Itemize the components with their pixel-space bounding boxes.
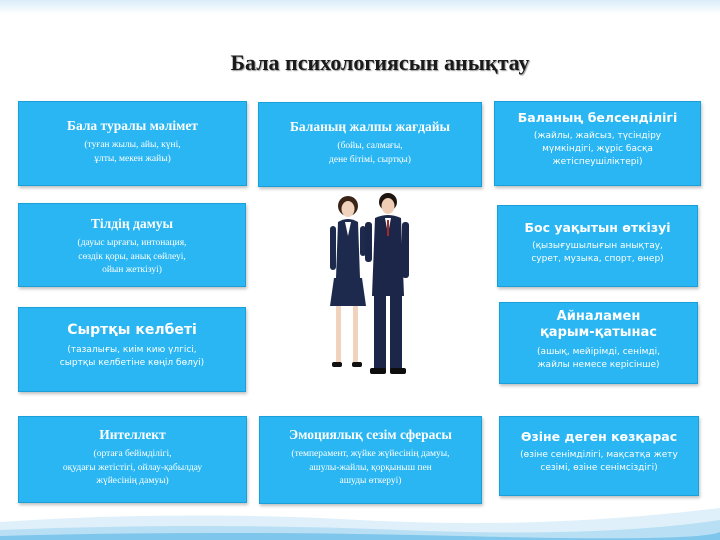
card-detail: (ашық, мейірімді, сенімді, жайлы немесе керісінше) [537, 346, 660, 370]
card-heading: Сыртқы келбеті [67, 322, 197, 338]
page-title: Бала психологиясын анықтау [230, 50, 530, 75]
card-heading: Баланың жалпы жағдайы [289, 119, 451, 134]
card-detail: (қызығушылығын анықтау, сурет, музыка, спорт, өнер) [531, 240, 664, 264]
card-language-development [18, 203, 246, 287]
card-detail: (ортаға бейімділігі, оқудағы жетістігі, ойлау-қабылдау жүйесінің дамуы) [62, 448, 203, 487]
card-heading: Бала туралы мәлімет [67, 118, 198, 133]
card-appearance [18, 307, 246, 392]
card-detail: (темперамент, жүйке жүйесінің дамуы, ашулы-жайлы, қорқыныш пен ашуды өткеруі) [291, 448, 450, 487]
card-general-condition [258, 102, 482, 187]
card-heading: Тілдің дамуы [90, 216, 174, 231]
card-child-info [18, 101, 247, 186]
card-detail: (өзіне сенімділігі, мақсатқа жету сезімі, өзіне сенімсіздігі) [520, 449, 678, 473]
card-detail: (тазалығы, киім кию үлгісі, сыртқы келбетіне көңіл бөлуі) [59, 344, 205, 368]
card-free-time [497, 205, 698, 287]
top-decoration [0, 0, 720, 14]
card-activity [494, 101, 701, 186]
card-detail: (бойы, салмағы, дене бітімі, сыртқы) [329, 140, 411, 165]
school-children-image [318, 188, 418, 398]
card-detail: (жайлы, жайсыз, түсіндіру мүмкіндігі, жұріс басқа жетіспеушіліктері) [533, 130, 662, 167]
card-detail: (дауыс ырғағы, интонация, сөздік қоры, анық сөйлеуі, ойын жеткізуі) [77, 237, 187, 276]
card-heading: Айналамен қарым-қатынас [539, 309, 658, 341]
card-relationships [499, 302, 698, 384]
card-heading: Бос уақытын өткізуі [524, 220, 671, 235]
card-heading: Баланың белсенділігі [517, 110, 678, 125]
card-detail: (туған жылы, айы, күні, ұлты, мекен жайы) [84, 139, 181, 164]
card-heading: Эмоциялық сезім сферасы [289, 427, 452, 442]
card-heading: Өзіне деген көзқарас [520, 429, 678, 444]
bottom-decoration [0, 470, 720, 540]
card-heading: Интеллект [99, 427, 166, 442]
